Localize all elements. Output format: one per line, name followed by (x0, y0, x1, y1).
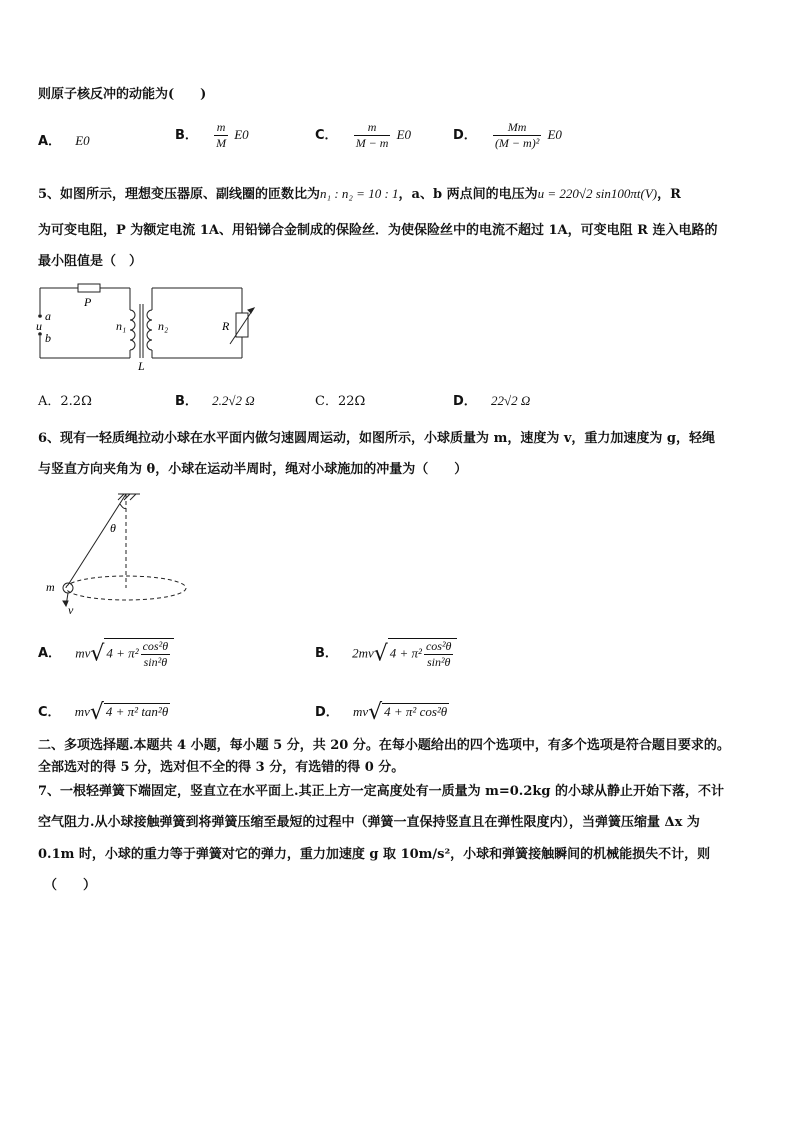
option-tail: E0 (547, 127, 562, 142)
q4-option-b[interactable] (175, 120, 249, 151)
q7-line-3: 0.1m 时，小球的重力等于弹簧对它的弹力，重力加速度 g 取 10m/s²，小球和弹簧接触瞬间的机械能损失不计，则 (38, 847, 711, 862)
radicand: 4 + π² tan²θ (105, 704, 169, 719)
primary-coil (130, 310, 135, 350)
option-expr: 2.2√2 Ω (212, 393, 255, 408)
q6-line-1: 6、现有一轻质绳拉动小球在水平面内做匀速圆周运动，如图所示，小球质量为 m，速度为 v，重力加速度为 g，轻绳 (38, 431, 716, 446)
secondary-coil (147, 310, 152, 350)
q4-option-d[interactable] (453, 120, 562, 151)
fraction-numerator: cos²θ (142, 639, 169, 653)
section-2-heading-line-2: 全部选对的得 5 分，选对但不全的得 3 分，有选错的得 0 分。 (38, 760, 405, 775)
option-prefix: mv (74, 704, 90, 719)
option-letter: B． (175, 128, 198, 143)
q5-option-d[interactable] (453, 390, 530, 409)
q5-text: ，R (657, 187, 681, 202)
q7-line-1: 7、一根轻弹簧下端固定，竖直立在水平面上.其正上方一定高度处有一质量为 m=0.2kg 的小球从静止开始下落，不计 (38, 784, 724, 799)
q6-option-b[interactable]: B． 2mv√ 4 + π² $\frac{\text{cos²θ}}{\text{sin²θ}}$ (315, 638, 457, 670)
fraction-denominator: M − m (355, 136, 389, 150)
q6-option-c[interactable]: C． mv√ 4 + π² tan²θ (38, 700, 169, 725)
q5-text: 5、如图所示，理想变压器原、副线圈的匝数比为 (38, 187, 321, 202)
q4-stem-tail: 则原子核反冲的动能为( ) (38, 87, 207, 102)
fraction-denominator: (M − m)² (494, 136, 540, 150)
q7-line-2: 空气阻力.从小球接触弹簧到将弹簧压缩至最短的过程中（弹簧一直保持竖直且在弹性限度内），当弹簧压缩量 Δx 为 (38, 815, 700, 830)
option-letter: A． (38, 134, 62, 149)
q5-line-2: 为可变电阻，P 为额定电流 1A、用铅锑合金制成的保险丝．为使保险丝中的电流不超过 1A，可变电阻 R 连入电路的 (38, 223, 718, 238)
q7-line-4: （ ） (44, 878, 97, 893)
variable-resistor (236, 313, 248, 337)
terminal-a (38, 314, 42, 318)
radicand: 4 + π² (389, 645, 422, 661)
option-prefix: 2mv (352, 645, 374, 661)
label-m: m (46, 580, 55, 594)
option-letter: B． (315, 646, 338, 662)
fuse-symbol (78, 284, 100, 292)
label-a: a (45, 309, 51, 323)
label-b: b (45, 331, 51, 345)
label-p: P (84, 295, 92, 309)
option-tail: E0 (396, 127, 412, 142)
fraction-denominator: sin²θ (426, 655, 451, 669)
q6-line-2: 与竖直方向夹角为 θ，小球在运动半周时，绳对小球施加的冲量为（ ） (38, 462, 468, 477)
voltage-expression: u = 220√2 sin100πt(V) (537, 186, 658, 201)
label-theta: θ (110, 521, 116, 535)
label-n2: n₂ (158, 319, 169, 333)
q5-line-3: 最小阻值是（ ） (38, 254, 143, 269)
string (68, 494, 126, 585)
option-letter: D． (453, 128, 477, 143)
fraction-denominator: M (216, 136, 227, 150)
label-r: R (222, 319, 230, 333)
transformer-circuit-figure (30, 278, 260, 373)
turns-ratio: n₁ : n₂ = 10 : 1 (320, 186, 399, 201)
option-letter: D． (453, 394, 477, 409)
radicand: 4 + π² (106, 645, 139, 661)
q4-option-a[interactable] (38, 130, 90, 149)
q5-option-b[interactable] (175, 390, 255, 409)
option-letter: B． (175, 394, 198, 409)
fraction-denominator: sin²θ (143, 655, 168, 669)
q6-option-d[interactable]: D． mv√ 4 + π² cos²θ (315, 700, 448, 725)
option-letter: D． (315, 705, 339, 720)
fraction-numerator: m (354, 120, 391, 136)
label-v: v (68, 603, 74, 617)
option-prefix: mv (352, 704, 369, 719)
option-expr: 22√2 Ω (490, 393, 531, 408)
option-letter: C． (315, 128, 338, 143)
conical-pendulum-figure (40, 488, 200, 618)
option-letter: C． (38, 705, 61, 720)
fraction-numerator: m (214, 120, 228, 136)
q5-line-1 (38, 183, 681, 202)
option-expr: E0 (75, 133, 90, 148)
section-2-heading-line-1: 二、多项选择题.本题共 4 小题，每小题 5 分，共 20 分。在每小题给出的四个选项中，有多个选项是符合题目要求的。 (38, 738, 730, 753)
option-letter: A． (38, 646, 62, 662)
q6-option-a[interactable]: A． mv√ 4 + π² $\frac{\text{cos²θ}}{\text{sin²θ}}$ (38, 638, 174, 670)
fraction-numerator: cos²θ (425, 639, 452, 653)
q4-option-c[interactable] (315, 120, 411, 151)
q5-option-c[interactable]: C．22Ω (315, 394, 366, 409)
option-tail: E0 (234, 127, 249, 142)
q5-text: ，a、b 两点间的电压为 (398, 187, 538, 202)
option-prefix: mv (75, 645, 91, 661)
label-n1: n₁ (116, 319, 127, 333)
q5-option-a[interactable]: A．2.2Ω (38, 394, 92, 409)
radicand: 4 + π² cos²θ (384, 704, 448, 719)
fraction-numerator: Mm (493, 120, 541, 136)
label-l: L (138, 359, 145, 373)
label-u: u (36, 319, 42, 333)
